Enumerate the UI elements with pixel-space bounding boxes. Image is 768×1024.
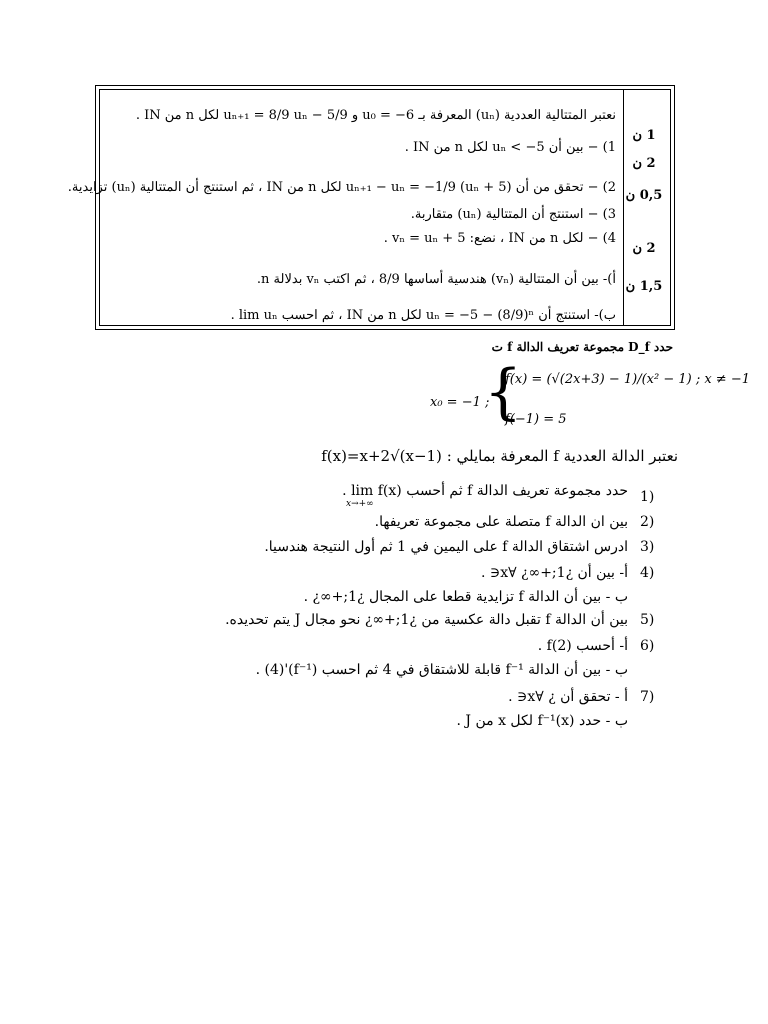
points-5: 1,5 ن <box>625 279 663 294</box>
question-number: 7) <box>640 689 655 705</box>
question-text: ادرس اشتقاق الدالة f على اليمين في 1 ثم أول النتيجة هندسيا. <box>264 539 628 555</box>
point-x0: x₀ = −1 ; <box>430 395 490 410</box>
piecewise-row-2: f(−1) = 5 <box>505 412 567 427</box>
points-4: 2 ن <box>632 241 656 256</box>
table-line-1: نعتبر المتتالية العددية (uₙ) المعرفة بـ u₀ = −6 و uₙ₊₁ = 8/9 uₙ − 5/9 لكل n من IN . <box>135 108 616 123</box>
table-line-3: 2) − تحقق من أن uₙ₊₁ − uₙ = −1/9 (uₙ + 5) لكل n من IN ، ثم استنتج أن المتتالية (uₙ) تزايدية. <box>67 180 616 195</box>
piecewise-brace: { <box>484 357 523 427</box>
table-line-7: ب)- استنتج أن uₙ = −5 − (8/9)ⁿ لكل n من IN ، ثم احسب lim uₙ . <box>230 308 616 323</box>
question-number: 3) <box>640 539 655 555</box>
function-intro: نعتبر الدالة العددية f المعرفة بمايلي : f(x)=x+2√(x−1) <box>321 447 678 465</box>
question-number: 6) <box>640 638 655 654</box>
question-number: 5) <box>640 612 655 628</box>
piecewise-row-1: f(x) = (√(2x+3) − 1)/(x² − 1) ; x ≠ −1 <box>505 372 751 387</box>
table-line-2: 1) − بين أن uₙ < −5 لكل n من IN . <box>404 140 616 155</box>
question-text: ب - حدد f⁻¹(x) لكل x من J . <box>456 713 628 729</box>
table-line-5: 4) − لكل n من IN ، نضع: vₙ = uₙ + 5 . <box>383 231 616 246</box>
question-text: حدد مجموعة تعريف الدالة f ثم أحسب lim f(x) . <box>342 483 628 499</box>
question-text: أ - تحقق أن ¿ ∀x∈ . <box>508 689 628 705</box>
points-1: 1 ن <box>632 128 656 143</box>
question-text: أ- بين أن ¿1;+∞¿ ∀x∈ . <box>480 565 628 581</box>
question-text: بين ان الدالة f متصلة على مجموعة تعريفها. <box>374 514 628 530</box>
domain-line: حدد D_f مجموعة تعريف الدالة f ت <box>491 340 673 354</box>
question-text: بين أن الدالة f تقبل دالة عكسية من ¿1;+∞¿ نحو مجال J يتم تحديده. <box>225 612 628 628</box>
question-number: 4) <box>640 565 655 581</box>
question-text: ب - بين أن الدالة f تزايدية قطعا على المجال ¿1;+∞¿ . <box>303 589 628 605</box>
points-3: 0,5 ن <box>625 188 663 203</box>
question-number: 1) <box>640 489 655 505</box>
limit-subscript: x→+∞ <box>346 499 374 509</box>
exercise-table <box>67 85 675 330</box>
points-2: 2 ن <box>632 156 656 171</box>
question-text: أ- أحسب f(2) . <box>537 638 628 654</box>
table-line-4: 3) − استنتج أن المتتالية (uₙ) متقاربة. <box>410 207 616 222</box>
table-line-6: أ)- بين أن المتتالية (vₙ) هندسية أساسها 8/9 ، ثم اكتب vₙ بدلالة n. <box>256 272 616 287</box>
question-text: ب - بين أن الدالة f⁻¹ قابلة للاشتقاق في 4 ثم احسب (f⁻¹)'(4) . <box>255 662 628 678</box>
question-number: 2) <box>640 514 655 530</box>
